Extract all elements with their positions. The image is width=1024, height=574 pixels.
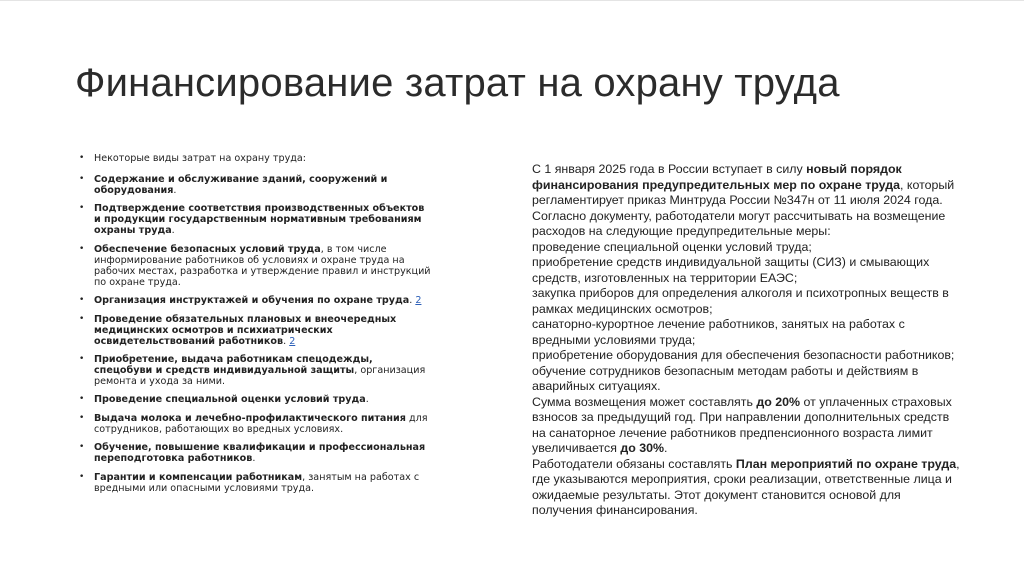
list-item (79, 413, 434, 435)
bold-span: до 20% (756, 394, 801, 409)
list-item-bold: Выдача молока и лечебно-профилактического питания (94, 412, 406, 424)
text-span: от уплаченных страховых взносов за предыдущий год. При направлении дополнительных средств на санаторное лечение работников предпенсионного возраста лимит увеличивается (532, 394, 952, 455)
list-item-bold: Проведение специальной оценки условий труда (94, 394, 366, 406)
list-item (79, 354, 434, 387)
footnote-link[interactable]: 2 (415, 295, 422, 307)
list-item-bold: Приобретение, выдача работникам спецодежды, спецобуви и средств индивидуальной защиты (94, 353, 373, 376)
list-item-text: , организация ремонта и ухода за ними. (94, 364, 426, 387)
measure-line: обучение сотрудников безопасным методам работы и действиям в аварийных ситуациях. (532, 363, 919, 393)
text-span: , который регламентирует приказ Минтруда России №347н от 11 июля 2024 года. (532, 177, 955, 207)
paragraph-measures-intro: Согласно документу, работодатели могут рассчитывать на возмещение расходов на следующие предупредительные меры: (532, 208, 946, 238)
list-item-text: . (365, 394, 369, 406)
list-item (79, 442, 434, 464)
measure-line: приобретение средств индивидуальной защиты (СИЗ) и смывающих средств, изготовленных на территории ЕАЭС; (532, 255, 930, 285)
list-item (79, 244, 434, 288)
list-item-text: . (283, 335, 290, 347)
list-item-text: , занятым на работах с вредными или опасными условиями труда. (94, 471, 420, 494)
cost-types-list (79, 153, 434, 501)
bold-span: План мероприятий по охране труда (735, 456, 957, 471)
list-item (79, 472, 434, 494)
list-item-text: . (409, 295, 416, 307)
paragraph-plan (532, 457, 960, 519)
list-item-bold: Обеспечение безопасных условий труда (94, 243, 321, 255)
measure-line: проведение специальной оценки условий труда; (532, 239, 812, 254)
paragraph-reimbursement (532, 395, 960, 457)
financing-text (532, 162, 960, 519)
text-span: . (664, 441, 668, 455)
list-intro: • Некоторые виды затрат на охрану труда: (79, 153, 434, 164)
list-item-bold: Проведение обязательных плановых и внеочередных медицинских осмотров и психиатрических освидетельствований работников (94, 313, 397, 347)
list-item-bold: Содержание и обслуживание зданий, сооружений и оборудования (94, 174, 388, 196)
footnote-link[interactable]: 2 (289, 335, 296, 347)
text-span: Сумма возмещения может составлять (532, 394, 757, 409)
list-item-bold: Обучение, повышение квалификации и профессиональная переподготовка работников (94, 442, 426, 465)
text-span: Работодатели обязаны составлять (532, 456, 736, 471)
list-item-text: . (252, 453, 256, 465)
list-item-bold: Подтверждение соответствия производственных объектов и продукции государственным нормативным требованиям охраны труда (94, 203, 425, 237)
bold-span: новый порядок финансирования предупредительных мер по охране труда (532, 162, 902, 192)
paragraph-intro (532, 162, 960, 209)
list-item-text: , в том числе информирование работников об условиях и охране труда на рабочих местах, разработка и утверждение правил и инструкций по охране труда. (94, 243, 431, 288)
list-item (79, 174, 434, 196)
measure-line: приобретение оборудования для обеспечения безопасности работников; (532, 348, 955, 362)
list-item-bold: Гарантии и компенсации работникам (94, 471, 303, 483)
list-item (79, 394, 434, 405)
bold-span: до 30% (620, 441, 665, 455)
measure-line: закупка приборов для определения алкоголя и психотропных веществ в рамках медицинских осмотров; (532, 286, 949, 316)
text-span: , где указываются мероприятия, сроки реализации, ответственные лица и ожидаемые результаты. Этот документ становится основой для получения финансирования. (532, 456, 960, 517)
list-item (79, 314, 434, 347)
slide-title: Финансирование затрат на охрану труда (75, 61, 840, 105)
list-item-text: . (173, 185, 177, 196)
measure-line: санаторно-курортное лечение работников, занятых на работах с вредными условиями труда; (532, 317, 905, 347)
text-span: С 1 января 2025 года в России вступает в силу (532, 162, 807, 176)
list-item (79, 203, 434, 236)
list-item-bold: Организация инструктажей и обучения по охране труда (94, 295, 410, 307)
list-item-text: для сотрудников, работающих во вредных условиях. (94, 412, 428, 435)
list-item (79, 295, 434, 306)
list-item-text: . (171, 225, 175, 237)
